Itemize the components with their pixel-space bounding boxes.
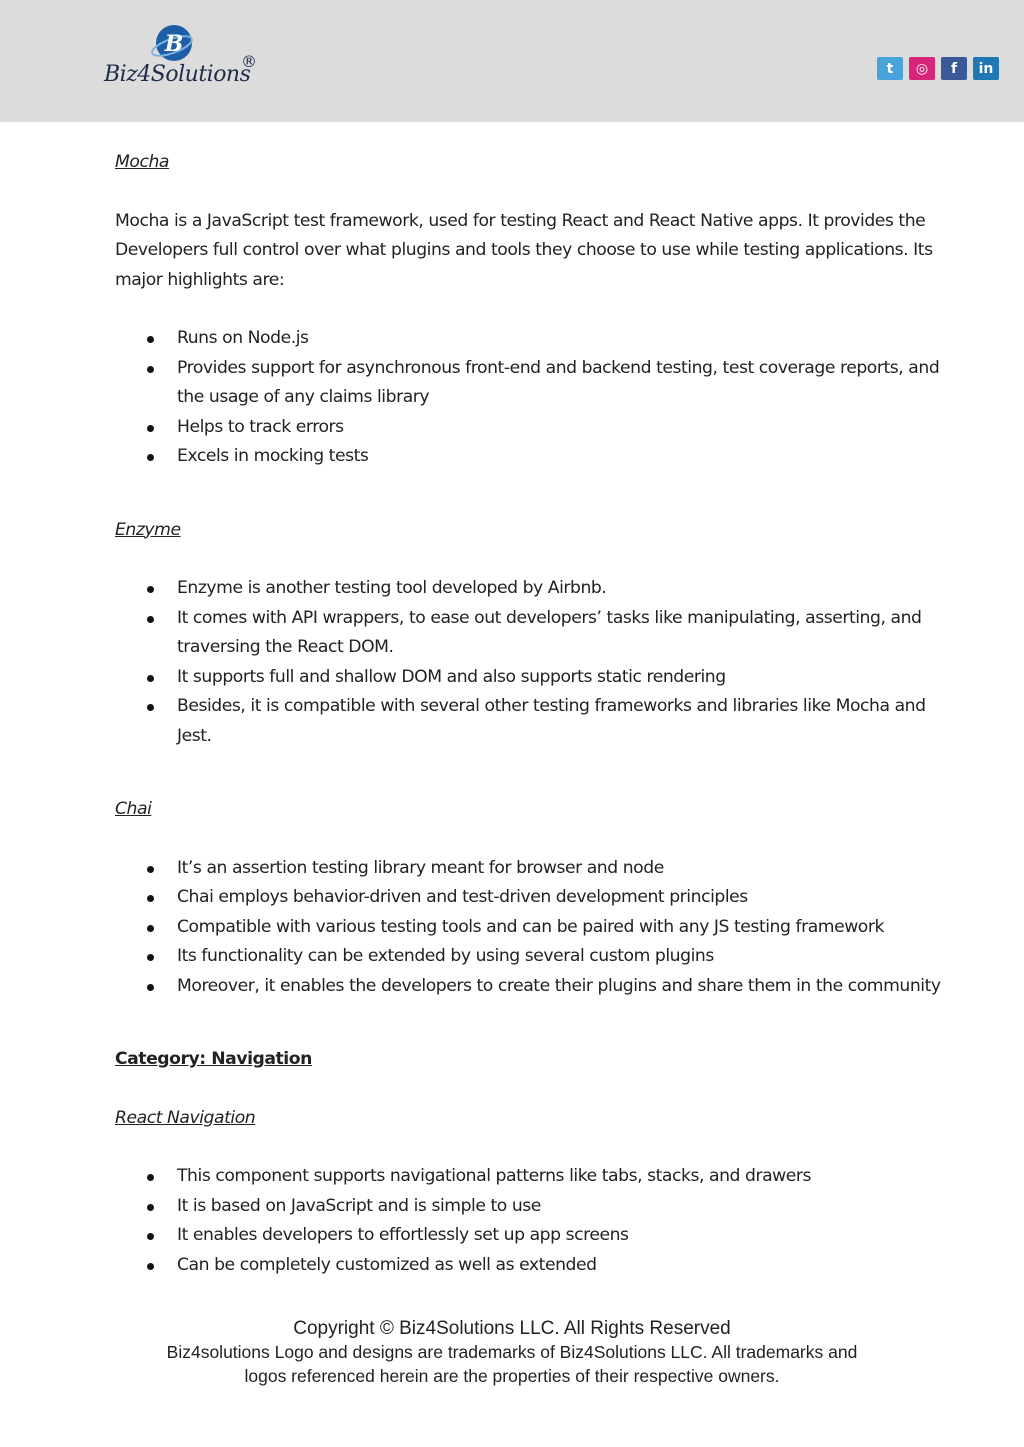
biz4solutions-logo[interactable] [104, 24, 274, 94]
list-item: Moreover, it enables the developers to create their plugins and share them in the community [115, 972, 945, 1002]
page-footer [0, 1316, 1024, 1388]
category-heading: Category: Navigation [115, 1049, 312, 1069]
list-item: Compatible with various testing tools and can be paired with any JS testing framework [115, 913, 945, 943]
linkedin-icon[interactable]: in [973, 57, 999, 80]
list-item: It is based on JavaScript and is simple to use [115, 1192, 945, 1222]
chai-bullets [115, 854, 945, 1002]
list-item: It supports full and shallow DOM and also supports static rendering [115, 663, 945, 693]
facebook-icon[interactable]: f [941, 57, 967, 80]
list-item: This component supports navigational patterns like tabs, stacks, and drawers [115, 1162, 945, 1192]
document-body [115, 148, 945, 1280]
section-title-chai: Chai [115, 799, 152, 819]
list-item: Enzyme is another testing tool developed by Airbnb. [115, 574, 945, 604]
instagram-icon[interactable]: ◎ [909, 57, 935, 80]
list-item: Helps to track errors [115, 413, 945, 443]
list-item: Provides support for asynchronous front-end and backend testing, test coverage reports, and the usage of any claims library [115, 354, 945, 413]
twitter-icon[interactable]: t [877, 57, 903, 80]
list-item: Its functionality can be extended by using several custom plugins [115, 942, 945, 972]
list-item: Besides, it is compatible with several other testing frameworks and libraries like Mocha and Jest. [115, 692, 945, 751]
trademark-text-line1: Biz4solutions Logo and designs are trademarks of Biz4Solutions LLC. All trademarks and [166, 1342, 858, 1362]
react-navigation-bullets [115, 1162, 945, 1280]
enzyme-bullets [115, 574, 945, 751]
list-item: Runs on Node.js [115, 324, 945, 354]
social-links [877, 57, 999, 81]
mocha-intro: Mocha is a JavaScript test framework, used for testing React and React Native apps. It provides the Developers full control over what plugins and tools they choose to use while testing applications. Its major highlights are: [115, 210, 933, 290]
trademark-text-line2: logos referenced herein are the properties of their respective owners. [244, 1365, 780, 1386]
section-title-mocha: Mocha [115, 152, 169, 172]
section-title-enzyme: Enzyme [115, 519, 181, 540]
section-title-react-navigation: React Navigation [115, 1107, 256, 1128]
page-header [0, 0, 1024, 122]
copyright-text: Copyright © Biz4Solutions LLC. All Rights Reserved [293, 1318, 731, 1339]
registered-mark: ® [241, 52, 257, 71]
list-item: It enables developers to effortlessly set up app screens [115, 1221, 945, 1251]
list-item: Excels in mocking tests [115, 442, 945, 472]
svg-text:B: B [164, 31, 184, 57]
list-item: It comes with API wrappers, to ease out developers’ tasks like manipulating, asserting, and traversing the React DOM. [115, 604, 945, 663]
list-item: Chai employs behavior-driven and test-driven development principles [115, 883, 945, 913]
logo-mark-icon [150, 24, 194, 64]
list-item: It’s an assertion testing library meant for browser and node [115, 854, 945, 884]
list-item: Can be completely customized as well as extended [115, 1251, 945, 1281]
mocha-bullets [115, 324, 945, 472]
logo-wordmark: Biz4Solutions [104, 62, 251, 87]
